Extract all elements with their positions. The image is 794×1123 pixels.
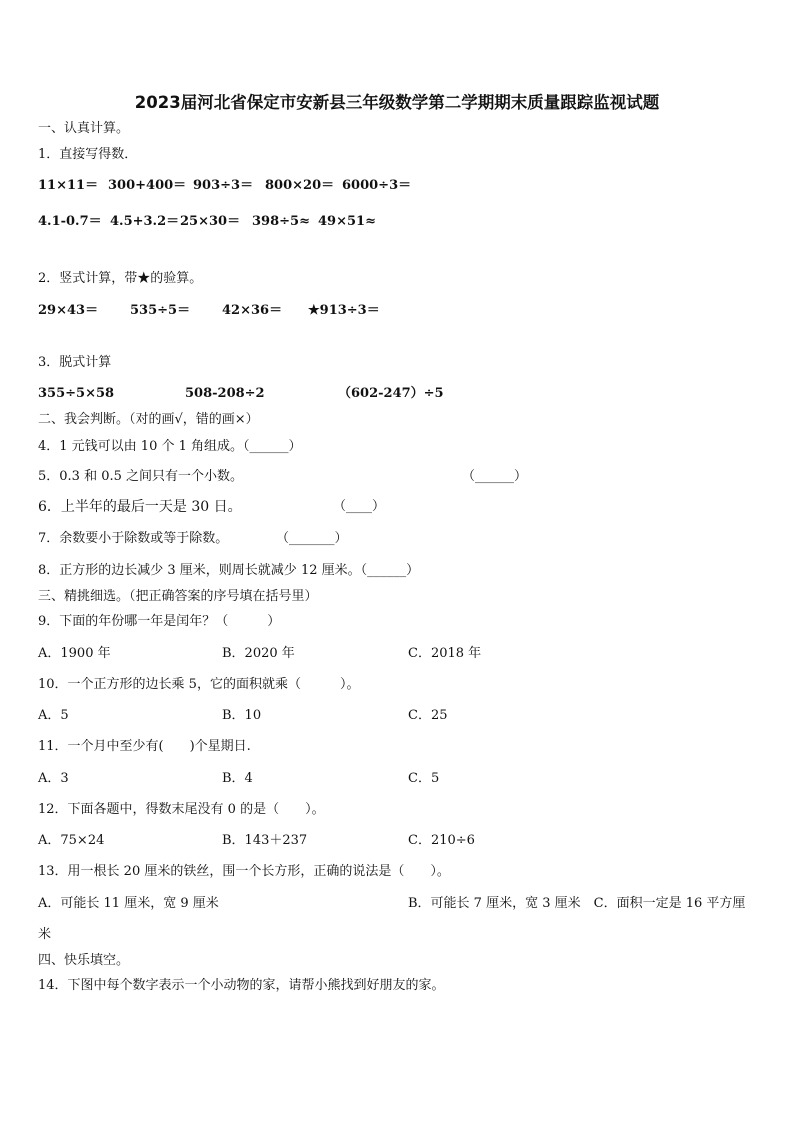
choice-option: A．5 [38, 708, 69, 723]
choice-option-wrap: 米 [38, 927, 52, 942]
choice-option: C．210÷6 [408, 833, 475, 848]
calc-item: 29×43＝ [38, 303, 99, 318]
choice-option: A．3 [38, 771, 69, 786]
section-heading: 二、我会判断。（对的画√，错的画×） [38, 412, 259, 427]
choice-option: B．10 [222, 708, 262, 723]
choice-option: C．25 [408, 708, 448, 723]
calc-item: 800×20＝ [265, 178, 335, 193]
answer-blank: （_______） [276, 531, 348, 546]
calc-item: 49×51≈ [318, 214, 376, 229]
page-title: 2023届河北省保定市安新县三年级数学第二学期期末质量跟踪监视试题 [134, 93, 660, 112]
judge-question: 4．1 元钱可以由 10 个 1 角组成。（______） [38, 439, 302, 454]
choice-option: C．2018 年 [408, 646, 482, 661]
calc-item: 508-208÷2 [185, 386, 265, 401]
calc-item: 398÷5≈ [252, 214, 310, 229]
calc-item: 300+400＝ [108, 178, 187, 193]
section-heading: 三、精挑细选。（把正确答案的序号填在括号里） [38, 589, 318, 604]
judge-question: 8．正方形的边长减少 3 厘米，则周长就减少 12 厘米。（______） [38, 563, 420, 578]
judge-question: 7．余数要小于除数或等于除数。 [38, 531, 229, 546]
calc-item: 4.5+3.2＝ [110, 214, 180, 229]
choice-question: 9．下面的年份哪一年是闰年？（ ） [38, 614, 281, 629]
question-label: 3．脱式计算 [38, 355, 112, 370]
choice-option: B．143＋237 [222, 833, 308, 848]
calc-item: 535÷5＝ [130, 303, 191, 318]
fill-question: 14．下图中每个数字表示一个小动物的家，请帮小熊找到好朋友的家。 [38, 978, 445, 993]
choice-option: B．2020 年 [222, 646, 295, 661]
calc-item: 25×30＝ [180, 214, 241, 229]
choice-question: 11．一个月中至少有( )个星期日. [38, 739, 251, 754]
choice-question: 12．下面各题中，得数末尾没有 0 的是（ ）。 [38, 802, 325, 817]
calc-item: 903÷3＝ [193, 178, 254, 193]
answer-blank: （____） [333, 499, 386, 514]
choice-question: 10．一个正方形的边长乘 5，它的面积就乘（ ）。 [38, 677, 360, 692]
calc-item: 42×36＝ [222, 303, 283, 318]
calc-item: 6000÷3＝ [342, 178, 412, 193]
calc-item: 11×11＝ [38, 178, 99, 193]
calc-item: ★913÷3＝ [308, 303, 380, 318]
judge-question: 5．0.3 和 0.5 之间只有一个小数。 [38, 469, 244, 484]
choice-question: 13．用一根长 20 厘米的铁丝，围一个长方形，正确的说法是（ ）。 [38, 864, 450, 879]
answer-blank: （______） [462, 469, 528, 484]
choice-option: A．1900 年 [38, 646, 111, 661]
choice-option: C．5 [408, 771, 440, 786]
judge-question: 6．上半年的最后一天是 30 日。 [38, 499, 242, 515]
section-heading: 一、认真计算。 [38, 121, 130, 136]
choice-option: B．可能长 7 厘米，宽 3 厘米 C．面积一定是 16 平方厘 [408, 896, 746, 911]
question-label: 1．直接写得数． [38, 147, 138, 162]
choice-option: A．75×24 [38, 833, 105, 848]
choice-option: B．4 [222, 771, 253, 786]
calc-item: 355÷5×58 [38, 386, 115, 401]
question-label: 2．竖式计算，带★的验算。 [38, 271, 203, 286]
calc-item: （602-247）÷5 [338, 386, 444, 401]
section-heading: 四、快乐填空。 [38, 953, 130, 968]
calc-item: 4.1-0.7＝ [38, 214, 102, 229]
choice-option: A．可能长 11 厘米，宽 9 厘米 [38, 896, 219, 911]
